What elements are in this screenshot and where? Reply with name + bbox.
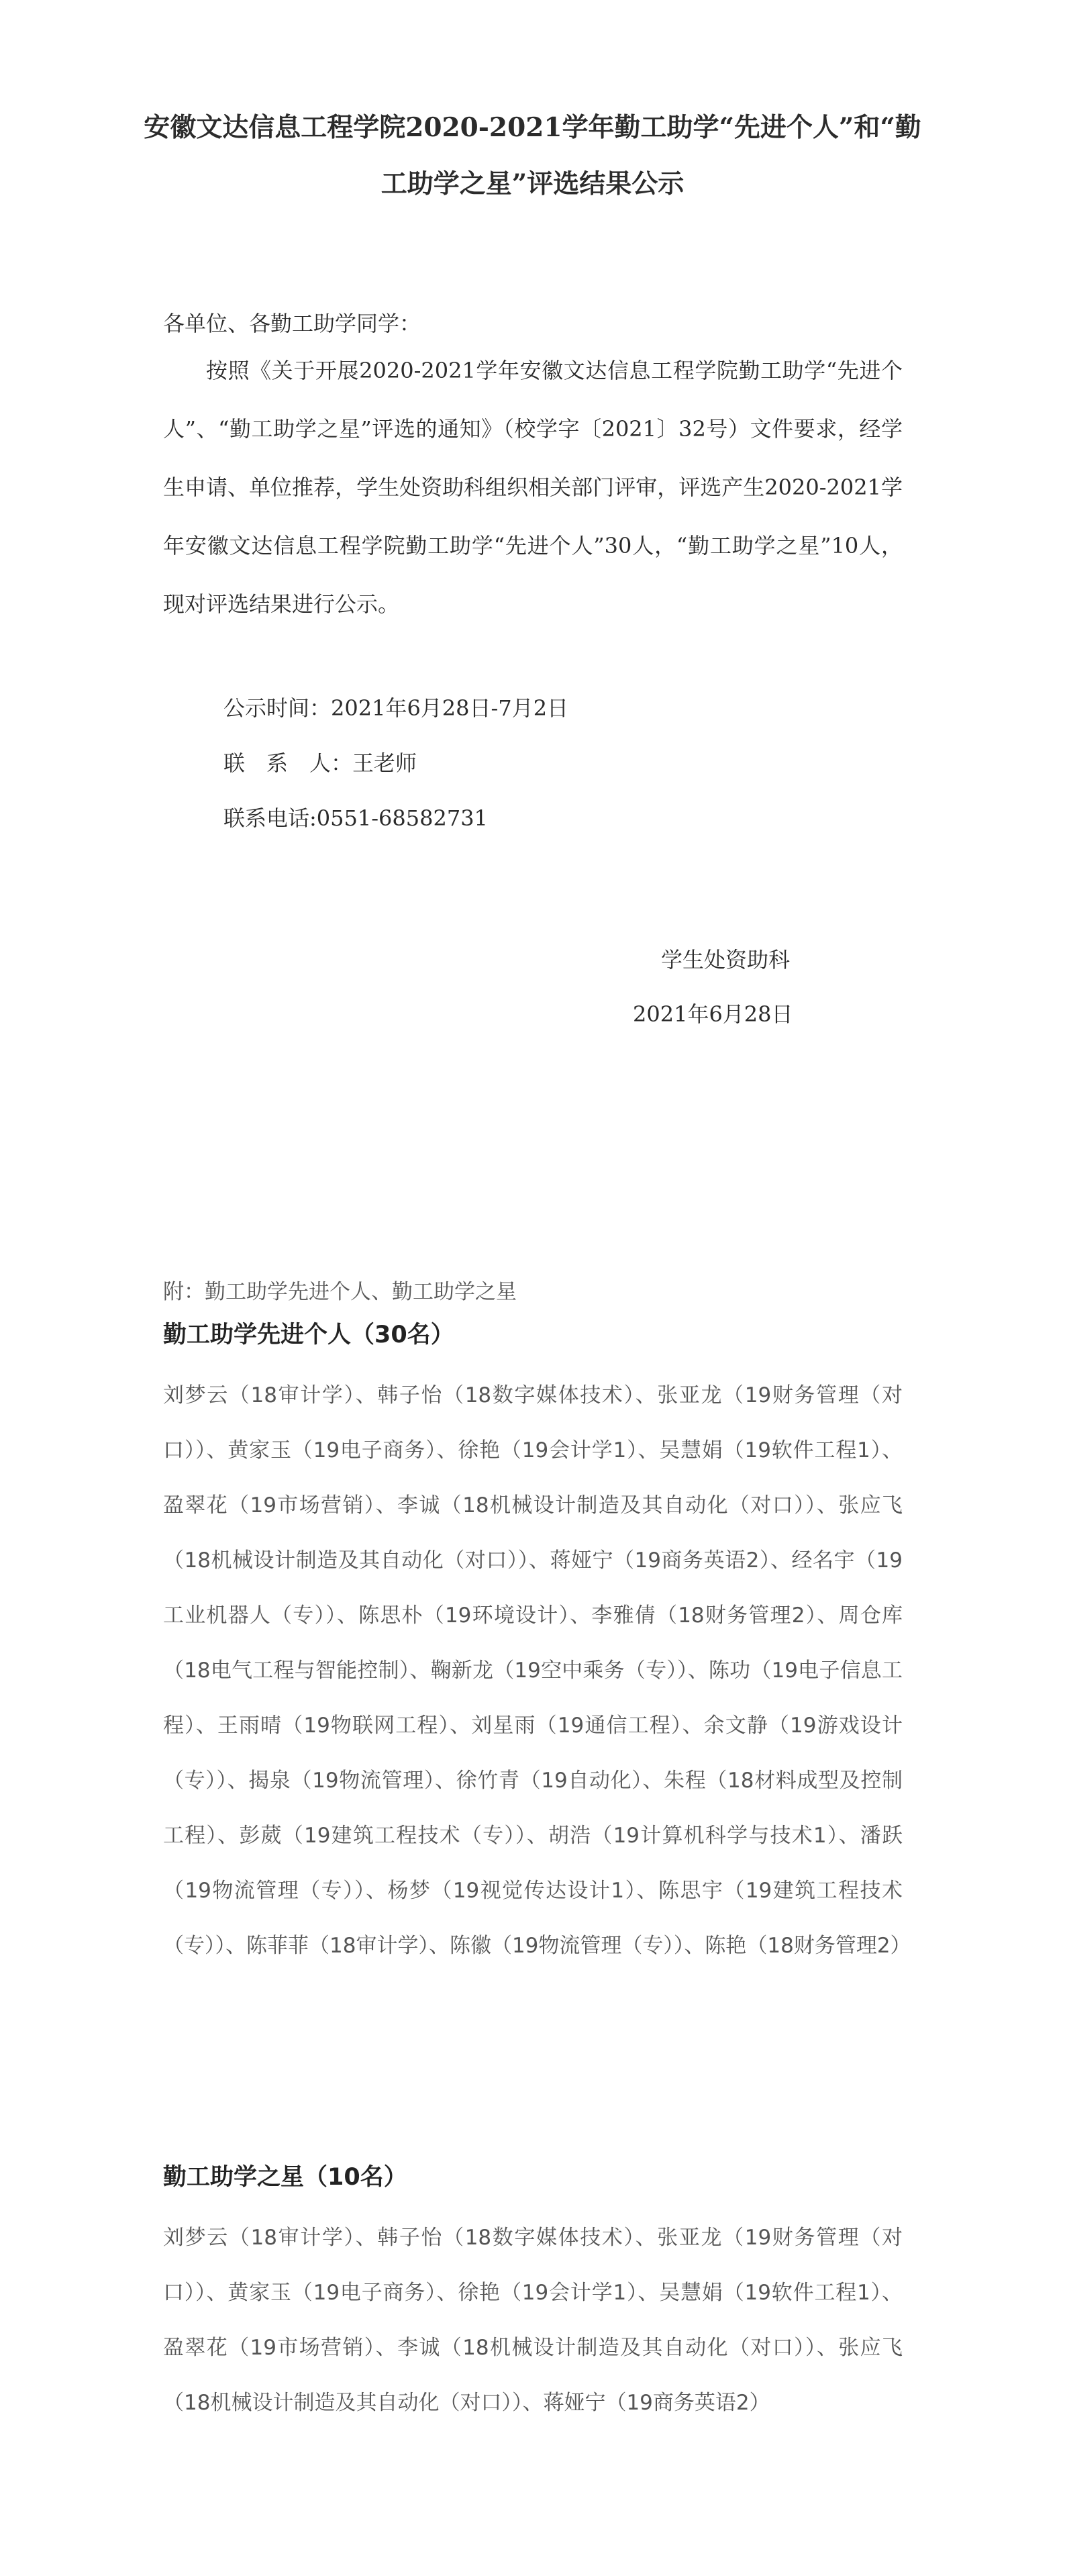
greeting: 各单位、各勤工助学同学： (163, 311, 421, 336)
contact-person: 联 系 人：王老师 (223, 750, 417, 776)
page-title: 安徽文达信息工程学院2020-2021学年勤工助学“先进个人”和“勤工助学之星”评选结果公示 (144, 112, 921, 199)
attachment-label: 附：勤工助学先进个人、勤工助学之星 (163, 1280, 517, 1304)
advanced-individuals-heading: 勤工助学先进个人（30名） (163, 1322, 454, 1348)
work-study-stars-list: 刘梦云（18审计学）、韩子怡（18数字媒体技术）、张亚龙（19财务管理（对口））、黄家玉（19电子商务）、徐艳（19会计学1）、吴慧娟（19软件工程1）、盈翠花（19市场营销）、李诚（18机械设计制造及其自动化（对口））、张应飞（18机械设计制造及其自动化（对口））、蒋娅宁（19商务英语2） (163, 2226, 903, 2415)
body-paragraph: 按照《关于开展2020-2021学年安徽文达信息工程学院勤工助学“先进个人”、“勤工助学之星”评选的通知》（校学字〔2021〕32号）文件要求，经学生申请、单位推荐，学生处资助科组织相关部门评审，评选产生2020-2021学年安徽文达信息工程学院勤工助学“先进个人”30人，“勤工助学之星”10人，现对评选结果进行公示。 (163, 358, 903, 617)
publicity-time: 公示时间：2021年6月28日-7月2日 (223, 695, 569, 721)
contact-phone: 联系电话:0551-68582731 (223, 805, 488, 831)
issuer-signature: 学生处资助科 (661, 947, 791, 973)
advanced-individuals-list: 刘梦云（18审计学）、韩子怡（18数字媒体技术）、张亚龙（19财务管理（对口））、黄家玉（19电子商务）、徐艳（19会计学1）、吴慧娟（19软件工程1）、盈翠花（19市场营销）、李诚（18机械设计制造及其自动化（对口））、张应飞（18机械设计制造及其自动化（对口））、蒋娅宁（19商务英语2）、经名宇（19工业机器人（专））、陈思朴（19环境设计）、李雅倩（18财务管理2）、周仓库（18电气工程与智能控制）、鞠新龙（19空中乘务（专））、陈功（19电子信息工程）、王雨晴（19物联网工程）、刘星雨（19通信工程）、余文静（19游戏设计（专））、揭泉（19物流管理）、徐竹青（19自动化）、朱程（18材料成型及控制工程）、彭葳（19建筑工程技术（专））、胡浩（19计算机科学与技术1）、潘跃（19物流管理（专））、杨梦（19视觉传达设计1）、陈思宇（19建筑工程技术（专））、陈菲菲（18审计学）、陈徽（19物流管理（专））、陈艳（18财务管理2） (163, 1383, 911, 1958)
issue-date: 2021年6月28日 (633, 1001, 793, 1027)
work-study-stars-heading: 勤工助学之星（10名） (163, 2164, 407, 2191)
